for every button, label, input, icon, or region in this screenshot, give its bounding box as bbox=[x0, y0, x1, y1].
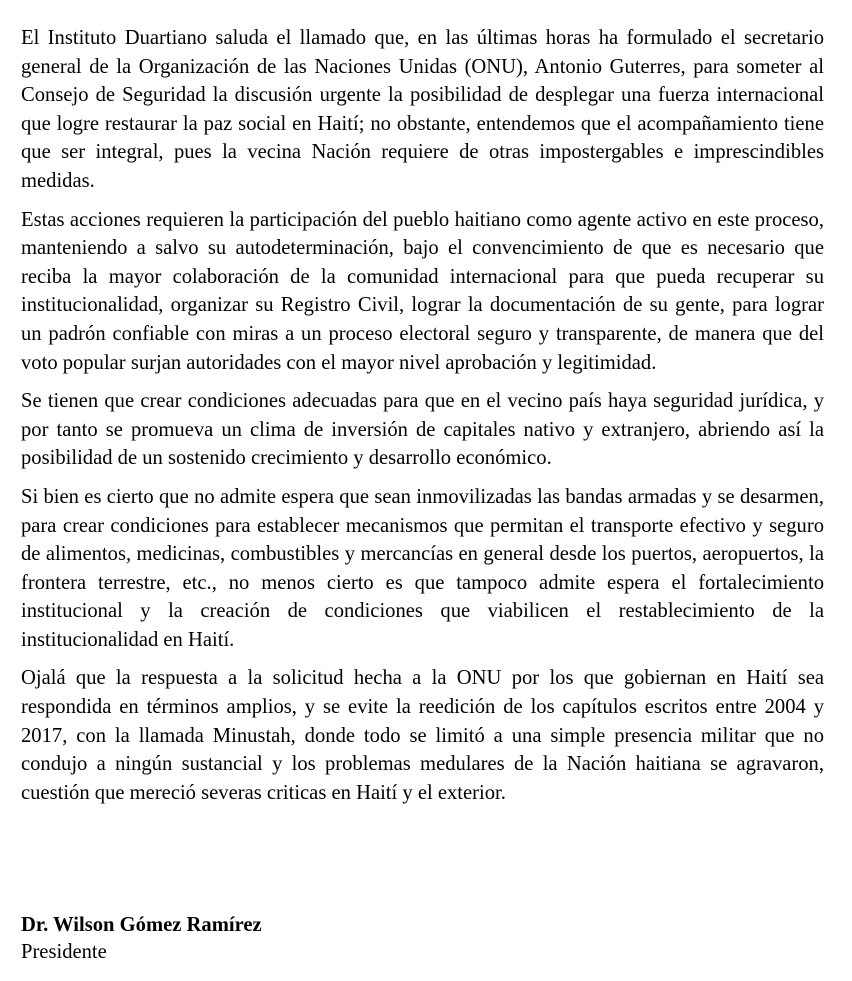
paragraph-3: Se tienen que crear condiciones adecuadas para que en el vecino país haya seguridad jurídica, y por tanto se promueva un clima de inversión de capitales nativo y extranjero, abriendo así la posibilidad de un sostenido crecimiento y desarrollo económico. bbox=[21, 390, 824, 470]
paragraph-2: Estas acciones requieren la participación del pueblo haitiano como agente activo en este proceso, manteniendo a salvo su autodeterminación, bajo el convencimiento de que es necesario que reciba la mayor colaboración de la comunidad internacional para que pueda recuperar su institucionalidad, organizar su Registro Civil, lograr la documentación de su gente, para lograr un padrón confiable con miras a un proceso electoral seguro y transparente, de manera que del voto popular surjan autoridades con el mayor nivel aprobación y legitimidad. bbox=[21, 208, 824, 374]
paragraph-4: Si bien es cierto que no admite espera que sean inmovilizadas las bandas armadas y se desarmen, para crear condiciones para establecer mecanismos que permitan el transporte efectivo y seguro de alimentos, medicinas, combustibles y mercancías en general desde los puertos, aeropuertos, la frontera terrestre, etc., no menos cierto es que tampoco admite espera el fortalecimiento institucional y la creación de condiciones que viabilicen el restablecimiento de la institucionalidad en Haití. bbox=[21, 485, 824, 651]
paragraph-1: El Instituto Duartiano saluda el llamado que, en las últimas horas ha formulado el secretario general de la Organización de las Naciones Unidas (ONU), Antonio Guterres, para someter al Consejo de Seguridad la discusión urgente la posibilidad de desplegar una fuerza internacional que logre restaurar la paz social en Haití; no obstante, entendemos que el acompañamiento tiene que ser integral, pues la vecina Nación requiere de otras impostergables e imprescindibles medidas. bbox=[21, 27, 824, 192]
signatory-title: Presidente bbox=[21, 941, 107, 963]
letter-body bbox=[21, 24, 824, 817]
signatory-name: Dr. Wilson Gómez Ramírez bbox=[21, 914, 262, 936]
paragraph-5: Ojalá que la respuesta a la solicitud hecha a la ONU por los que gobiernan en Haití sea respondida en términos amplios, y se evite la reedición de los capítulos escritos entre 2004 y 2017, con la llamada Minustah, donde todo se limitó a una simple presencia militar que no condujo a ningún sustancial y los problemas medulares de la Nación haitiana se agravaron, cuestión que mereció severas criticas en Haití y el exterior. bbox=[21, 667, 824, 804]
signature-block bbox=[21, 912, 521, 966]
